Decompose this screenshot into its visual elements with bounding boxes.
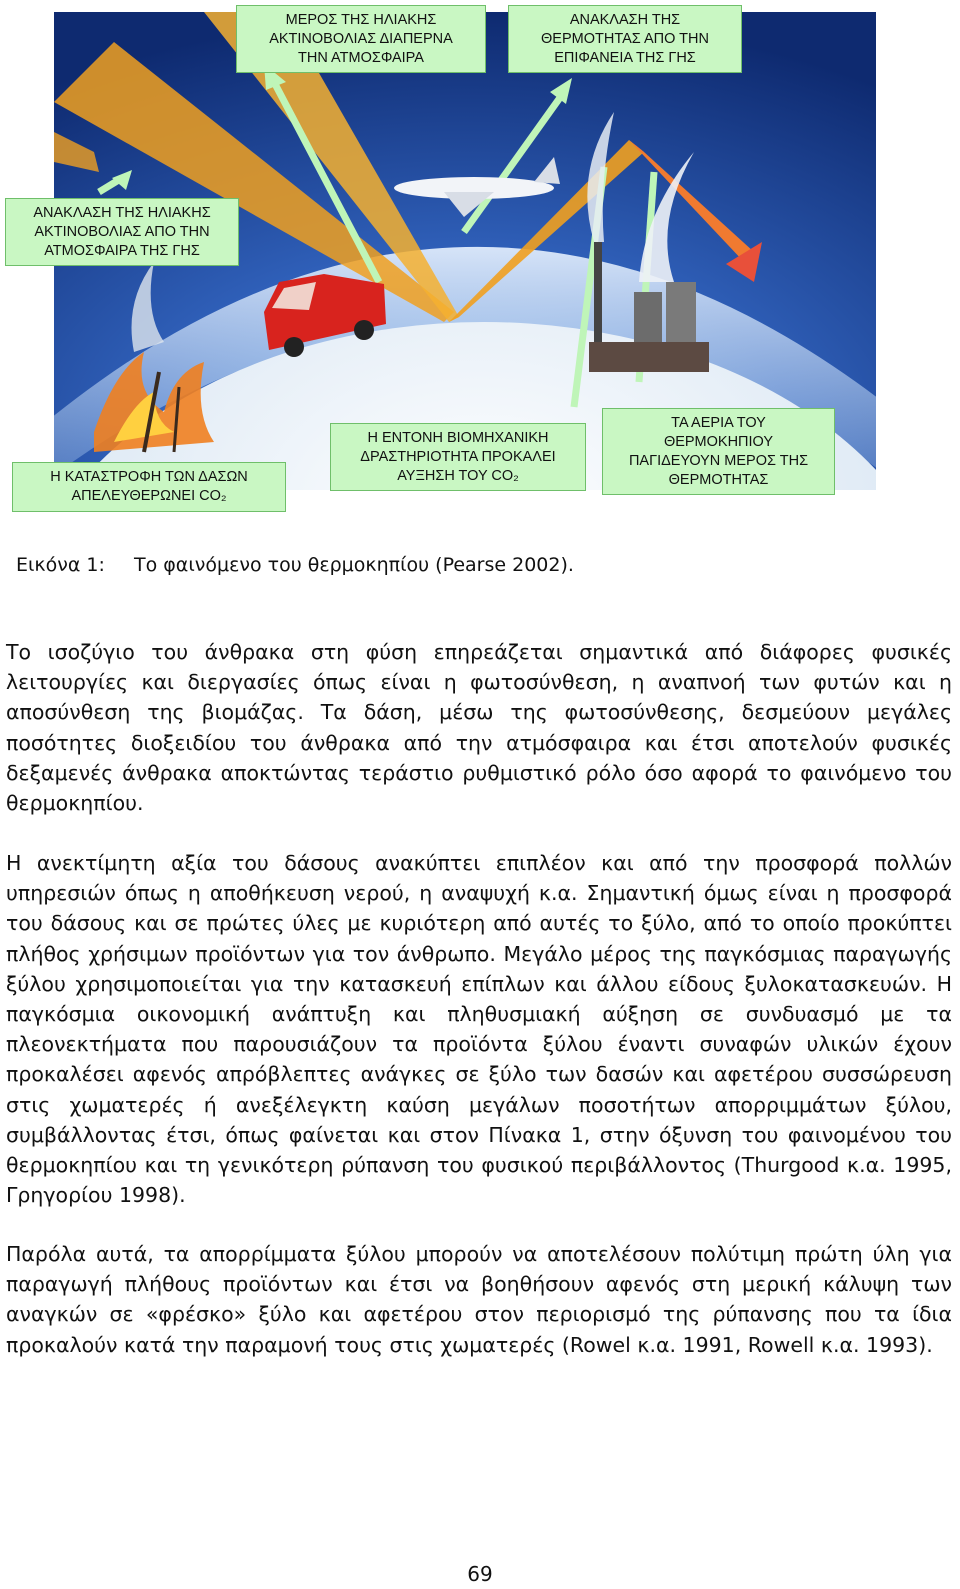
figure-caption — [16, 554, 574, 576]
label-heat-reflection — [508, 5, 742, 73]
label-forest-destruction — [12, 462, 286, 512]
label-solar-reflection-text: ΑΝΑΚΛΑΣΗ ΤΗΣ ΗΛΙΑΚΗΣ ΑΚΤΙΝΟΒΟΛΙΑΣ ΑΠΟ ΤΗΝ ΑΤΜΟΣΦΑΙΡΑ ΤΗΣ ΓΗΣ — [33, 204, 211, 259]
label-forest-destruction-text: Η ΚΑΤΑΣΤΡΟΦΗ ΤΩΝ ΔΑΣΩΝ ΑΠΕΛΕΥΘΕΡΩΝΕΙ CO₂ — [50, 469, 248, 504]
paragraph-2: Η ανεκτίμητη αξία του δάσους ανακύπτει επιπλέον και από την προσφορά πολλών υπηρεσιών όπως η αποθήκευση νερού, η αναψυχή κ.α. Σημαντική όμως είναι η προσφορά του δάσους και σε πρώτες ύλες με κυριότερη από αυτές το ξύλο, από το οποίο προκύπτει πλήθος χρήσιμων προϊόντων για τον άνθρωπο. Μεγάλο μέρος της παγκόσμιας παραγωγής ξύλου χρησιμοποιείται για την κατασκευή επίπλων και άλλου είδους ξυλοκατασκευών. Η παγκόσμια οικονομική ανάπτυξη και πληθυσμιακή αύξηση σε συνδυασμό με τα πλεονεκτήματα που παρουσιάζουν τα προϊόντα ξύλου έναντι συναφών υλικών έχουν προκαλέσει αφενός απρόβλεπτες ανάγκες σε ξύλο των δασών και αφετέρου συσσώρευση στις χωματερές ή ανεξέλεγκτη καύση μεγάλων ποσοτήτων απορριμμάτων ξύλου, συμβάλλοντας έτσι, όπως φαίνεται και στον Πίνακα 1, στην όξυνση του φαινομένου του θερμοκηπίου και τη γενικότερη ρύπανση του φυσικού περιβάλλοντος (Thurgood κ.α. 1995, Γρηγορίου 1998). — [6, 851, 952, 1208]
caption-text: Το φαινόμενο του θερμοκηπίου (Pearse 2002). — [134, 554, 574, 576]
label-partial-solar-text: ΜΕΡΟΣ ΤΗΣ ΗΛΙΑΚΗΣ ΑΚΤΙΝΟΒΟΛΙΑΣ ΔΙΑΠΕΡΝΑ ΤΗΝ ΑΤΜΟΣΦΑΙΡΑ — [269, 11, 453, 66]
label-solar-reflection — [5, 198, 239, 266]
label-industry — [330, 423, 586, 491]
label-partial-solar-radiation — [236, 5, 486, 73]
paragraph-3: Παρόλα αυτά, τα απορρίμματα ξύλου μπορούν να αποτελέσουν πολύτιμη πρώτη ύλη για παραγωγή πλήθους προϊόντων και έτσι να βοηθήσουν αφενός στη μερική κάλυψη των αναγκών σε «φρέσκο» ξύλο και αφετέρου στον περιορισμό της ρύπανσης που τα ίδια προκαλούν κατά την παραμονή τους στις χωματερές (Rowel κ.α. 1991, Rowell κ.α. 1993). — [6, 1242, 952, 1357]
paragraph-1: Το ισοζύγιο του άνθρακα στη φύση επηρεάζεται σημαντικά από διάφορες φυσικές λειτουργίες και διεργασίες όπως είναι η φωτοσύνθεση, η αναπνοή των φυτών και η αποσύνθεση της βιομάζας. Τα δάση, μέσω της φωτοσύνθεσης, δεσμεύουν μεγάλες ποσότητες διοξειδίου του άνθρακα από την ατμόσφαιρα και έτσι αποτελούν φυσικές δεξαμενές άνθρακα αποκτώντας τεράστιο ρυθμιστικό ρόλο όσο αφορά το φαινόμενο του θερμοκηπίου. — [6, 640, 952, 816]
caption-number: Εικόνα 1: — [16, 554, 105, 576]
label-greenhouse-gases-text: ΤΑ ΑΕΡΙΑ ΤΟΥ ΘΕΡΜΟΚΗΠΙΟΥ ΠΑΓΙΔΕΥΟΥΝ ΜΕΡΟΣ ΤΗΣ ΘΕΡΜΟΤΗΤΑΣ — [628, 414, 809, 488]
page-number: 69 — [467, 1562, 493, 1586]
label-industry-text: Η ΕΝΤΟΝΗ ΒΙΟΜΗΧΑΝΙΚΗ ΔΡΑΣΤΗΡΙΟΤΗΤΑ ΠΡΟΚΑΛΕΙ ΑΥΞΗΣΗ ΤΟΥ CO₂ — [360, 429, 556, 484]
label-greenhouse-gases — [602, 408, 835, 495]
label-heat-reflection-text: ΑΝΑΚΛΑΣΗ ΤΗΣ ΘΕΡΜΟΤΗΤΑΣ ΑΠΟ ΤΗΝ ΕΠΙΦΑΝΕΙΑ ΤΗΣ ΓΗΣ — [541, 11, 709, 66]
